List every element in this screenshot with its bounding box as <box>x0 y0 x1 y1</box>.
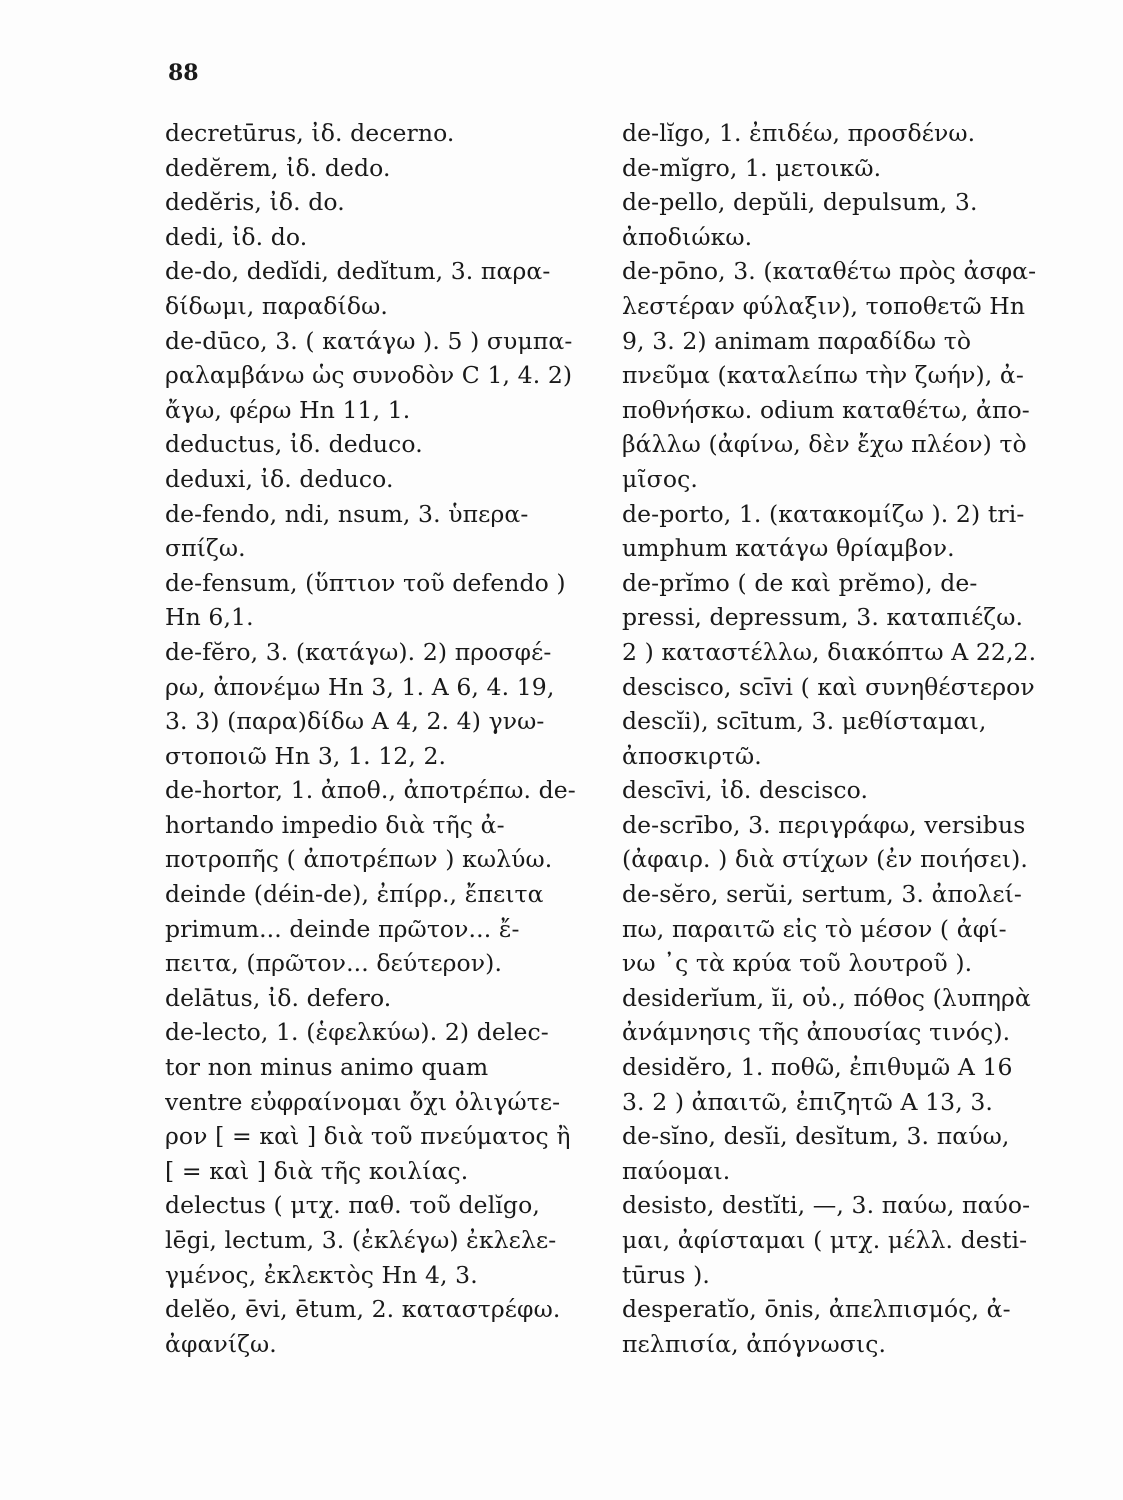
dictionary-line: 9, 3. 2) animam παραδίδω τὸ <box>622 326 972 355</box>
dictionary-line: desisto, destĭti, —, 3. παύω, παύο- <box>622 1191 1031 1220</box>
dictionary-line: de-pōno, 3. (καταθέτω πρὸς ἀσφα- <box>622 257 1037 286</box>
dictionary-line: de-fendo, ndi, nsum, 3. ὑπερα- <box>165 499 529 528</box>
dictionary-line: de-scrībo, 3. περιγράφω, versibus <box>622 810 1026 839</box>
dictionary-line: de-do, dedĭdi, dedĭtum, 3. παρα- <box>165 257 551 286</box>
dictionary-line: πω, παραιτῶ εἰς τὸ μέσον ( ἀφί- <box>622 914 1007 943</box>
dictionary-line: ἄγω, φέρω Hn 11, 1. <box>165 395 411 424</box>
dictionary-line: de-prĭmo ( de καὶ prĕmo), de- <box>622 568 978 597</box>
dictionary-line: (ἀφαιρ. ) διὰ στίχων (ἐν ποιήσει). <box>622 845 1028 874</box>
dictionary-line: descĭi), scītum, 3. μεθίσταμαι, <box>622 707 987 736</box>
page-number: 88 <box>168 60 199 86</box>
dictionary-line: pressi, depressum, 3. καταπιέζω. <box>622 603 1024 632</box>
dictionary-line: πειτα, (πρῶτον... δεύτερον). <box>165 949 503 978</box>
dictionary-line: dedĕris, ἰδ. do. <box>165 188 345 217</box>
dictionary-line: 2 ) καταστέλλω, διακόπτω A 22,2. <box>622 637 1037 666</box>
dictionary-line: descisco, scīvi ( καὶ συνηθέστερον <box>622 672 1035 701</box>
dictionary-line: de-sĕro, serŭi, sertum, 3. ἀπολεί- <box>622 880 1022 909</box>
dictionary-line: de-sĭno, desĭi, desĭtum, 3. παύω, <box>622 1122 1010 1151</box>
dictionary-line: λεστέραν φύλαξιν), τοποθετῶ Hn <box>622 291 1026 320</box>
dictionary-line: μῖσος. <box>622 464 698 493</box>
dictionary-line: 3. 2 ) ἀπαιτῶ, ἐπιζητῶ A 13, 3. <box>622 1087 993 1116</box>
dictionary-line: deductus, ἰδ. deduco. <box>165 430 423 459</box>
dictionary-line: deduxi, ἰδ. deduco. <box>165 464 394 493</box>
dictionary-line: μαι, ἀφίσταμαι ( μτχ. μέλλ. desti- <box>622 1226 1028 1254</box>
dictionary-line: de-hortor, 1. ἀποθ., ἀποτρέπω. de- <box>165 776 576 805</box>
dictionary-line: hortando impedio διὰ τῆς ἀ- <box>165 810 505 839</box>
dictionary-line: [ = καὶ ] διὰ τῆς κοιλίας. <box>165 1156 469 1185</box>
dictionary-line: tūrus ). <box>622 1260 710 1289</box>
dictionary-line: γμένος, ἐκλεκτὸς Hn 4, 3. <box>165 1260 478 1289</box>
dictionary-line: παύομαι. <box>622 1156 731 1185</box>
dictionary-line: lēgi, lectum, 3. (ἐκλέγω) ἐκλελε- <box>165 1226 557 1254</box>
dictionary-line: de-porto, 1. (κατακομίζω ). 2) tri- <box>622 499 1025 528</box>
dictionary-line: ραλαμβάνω ὡς συνοδὸν C 1, 4. 2) <box>165 361 573 390</box>
dictionary-line: de-lecto, 1. (ἑφελκύω). 2) delec- <box>165 1018 549 1047</box>
dictionary-line: πελπισία, ἀπόγνωσις. <box>622 1329 887 1358</box>
right-column <box>622 116 1092 1361</box>
dictionary-line: ventre εὐφραίνομαι ὄχι ὀλιγώτε- <box>165 1087 561 1116</box>
dictionary-line: desidĕro, 1. ποθῶ, ἐπιθυμῶ A 16 <box>622 1053 1013 1082</box>
dictionary-line: ἀποδιώκω. <box>622 222 753 251</box>
dictionary-line: desperatĭo, ōnis, ἀπελπισμός, ἀ- <box>622 1295 1011 1324</box>
dictionary-line: ρω, ἀπονέμω Hn 3, 1. A 6, 4. 19, <box>165 672 555 701</box>
dictionary-line: de-fĕro, 3. (κατάγω). 2) προσφέ- <box>165 637 552 666</box>
dictionary-line: de-dūco, 3. ( κατάγω ). 5 ) συμπα- <box>165 326 573 355</box>
dictionary-line: decretūrus, ἰδ. decerno. <box>165 119 455 147</box>
dictionary-line: ποτροπῆς ( ἀποτρέπων ) κωλύω. <box>165 845 553 874</box>
dictionary-line: ρον [ = καὶ ] διὰ τοῦ πνεύματος ἢ <box>165 1122 571 1151</box>
dictionary-line: umphum κατάγω θρίαμβον. <box>622 534 955 563</box>
dictionary-line: βάλλω (ἀφίνω, δὲν ἔχω πλέον) τὸ <box>622 430 1027 459</box>
dictionary-line: ἀποσκιρτῶ. <box>622 741 762 770</box>
dictionary-line: ἀφανίζω. <box>165 1329 277 1358</box>
dictionary-line: de-lĭgo, 1. ἐπιδέω, προσδένω. <box>622 119 976 147</box>
dictionary-line: descīvi, ἰδ. descisco. <box>622 776 869 805</box>
left-column <box>165 116 605 1361</box>
dictionary-line: ποθνήσκω. odium καταθέτω, ἀπο- <box>622 395 1030 424</box>
dictionary-line: dedi, ἰδ. do. <box>165 222 308 251</box>
dictionary-line: 3. 3) (παρα)δίδω A 4, 2. 4) γνω- <box>165 707 545 736</box>
dictionary-line: de-mĭgro, 1. μετοικῶ. <box>622 153 882 182</box>
dictionary-line: δίδωμι, παραδίδω. <box>165 291 388 320</box>
dictionary-line: ἀνάμνησις τῆς ἀπουσίας τινός). <box>622 1018 1011 1047</box>
dictionary-line: σπίζω. <box>165 534 246 563</box>
dictionary-line: de-pello, depŭli, depulsum, 3. <box>622 188 978 217</box>
dictionary-line: primum... deinde πρῶτον... ἔ- <box>165 914 520 943</box>
dictionary-line: Hn 6,1. <box>165 603 254 632</box>
dictionary-line: de-fensum, (ὕπτιον τοῦ defendo ) <box>165 568 566 597</box>
dictionary-line: delātus, ἰδ. defero. <box>165 983 392 1012</box>
dictionary-line: delectus ( μτχ. παθ. τοῦ delĭgo, <box>165 1191 540 1220</box>
dictionary-line: delĕo, ēvi, ētum, 2. καταστρέφω. <box>165 1295 561 1324</box>
dictionary-line: νω ᾽ς τὰ κρύα τοῦ λουτροῦ ). <box>622 949 973 978</box>
dictionary-line: dedĕrem, ἰδ. dedo. <box>165 153 391 182</box>
dictionary-line: desiderĭum, ĭi, οὐ., πόθος (λυπηρὰ <box>622 983 1031 1012</box>
dictionary-line: deinde (déin-de), ἐπίρρ., ἔπειτα <box>165 880 544 909</box>
dictionary-line: στοποιῶ Hn 3, 1. 12, 2. <box>165 741 447 770</box>
dictionary-line: πνεῦμα (καταλείπω τὴν ζωήν), ἀ- <box>622 361 1024 390</box>
dictionary-line: tor non minus animo quam <box>165 1053 489 1082</box>
